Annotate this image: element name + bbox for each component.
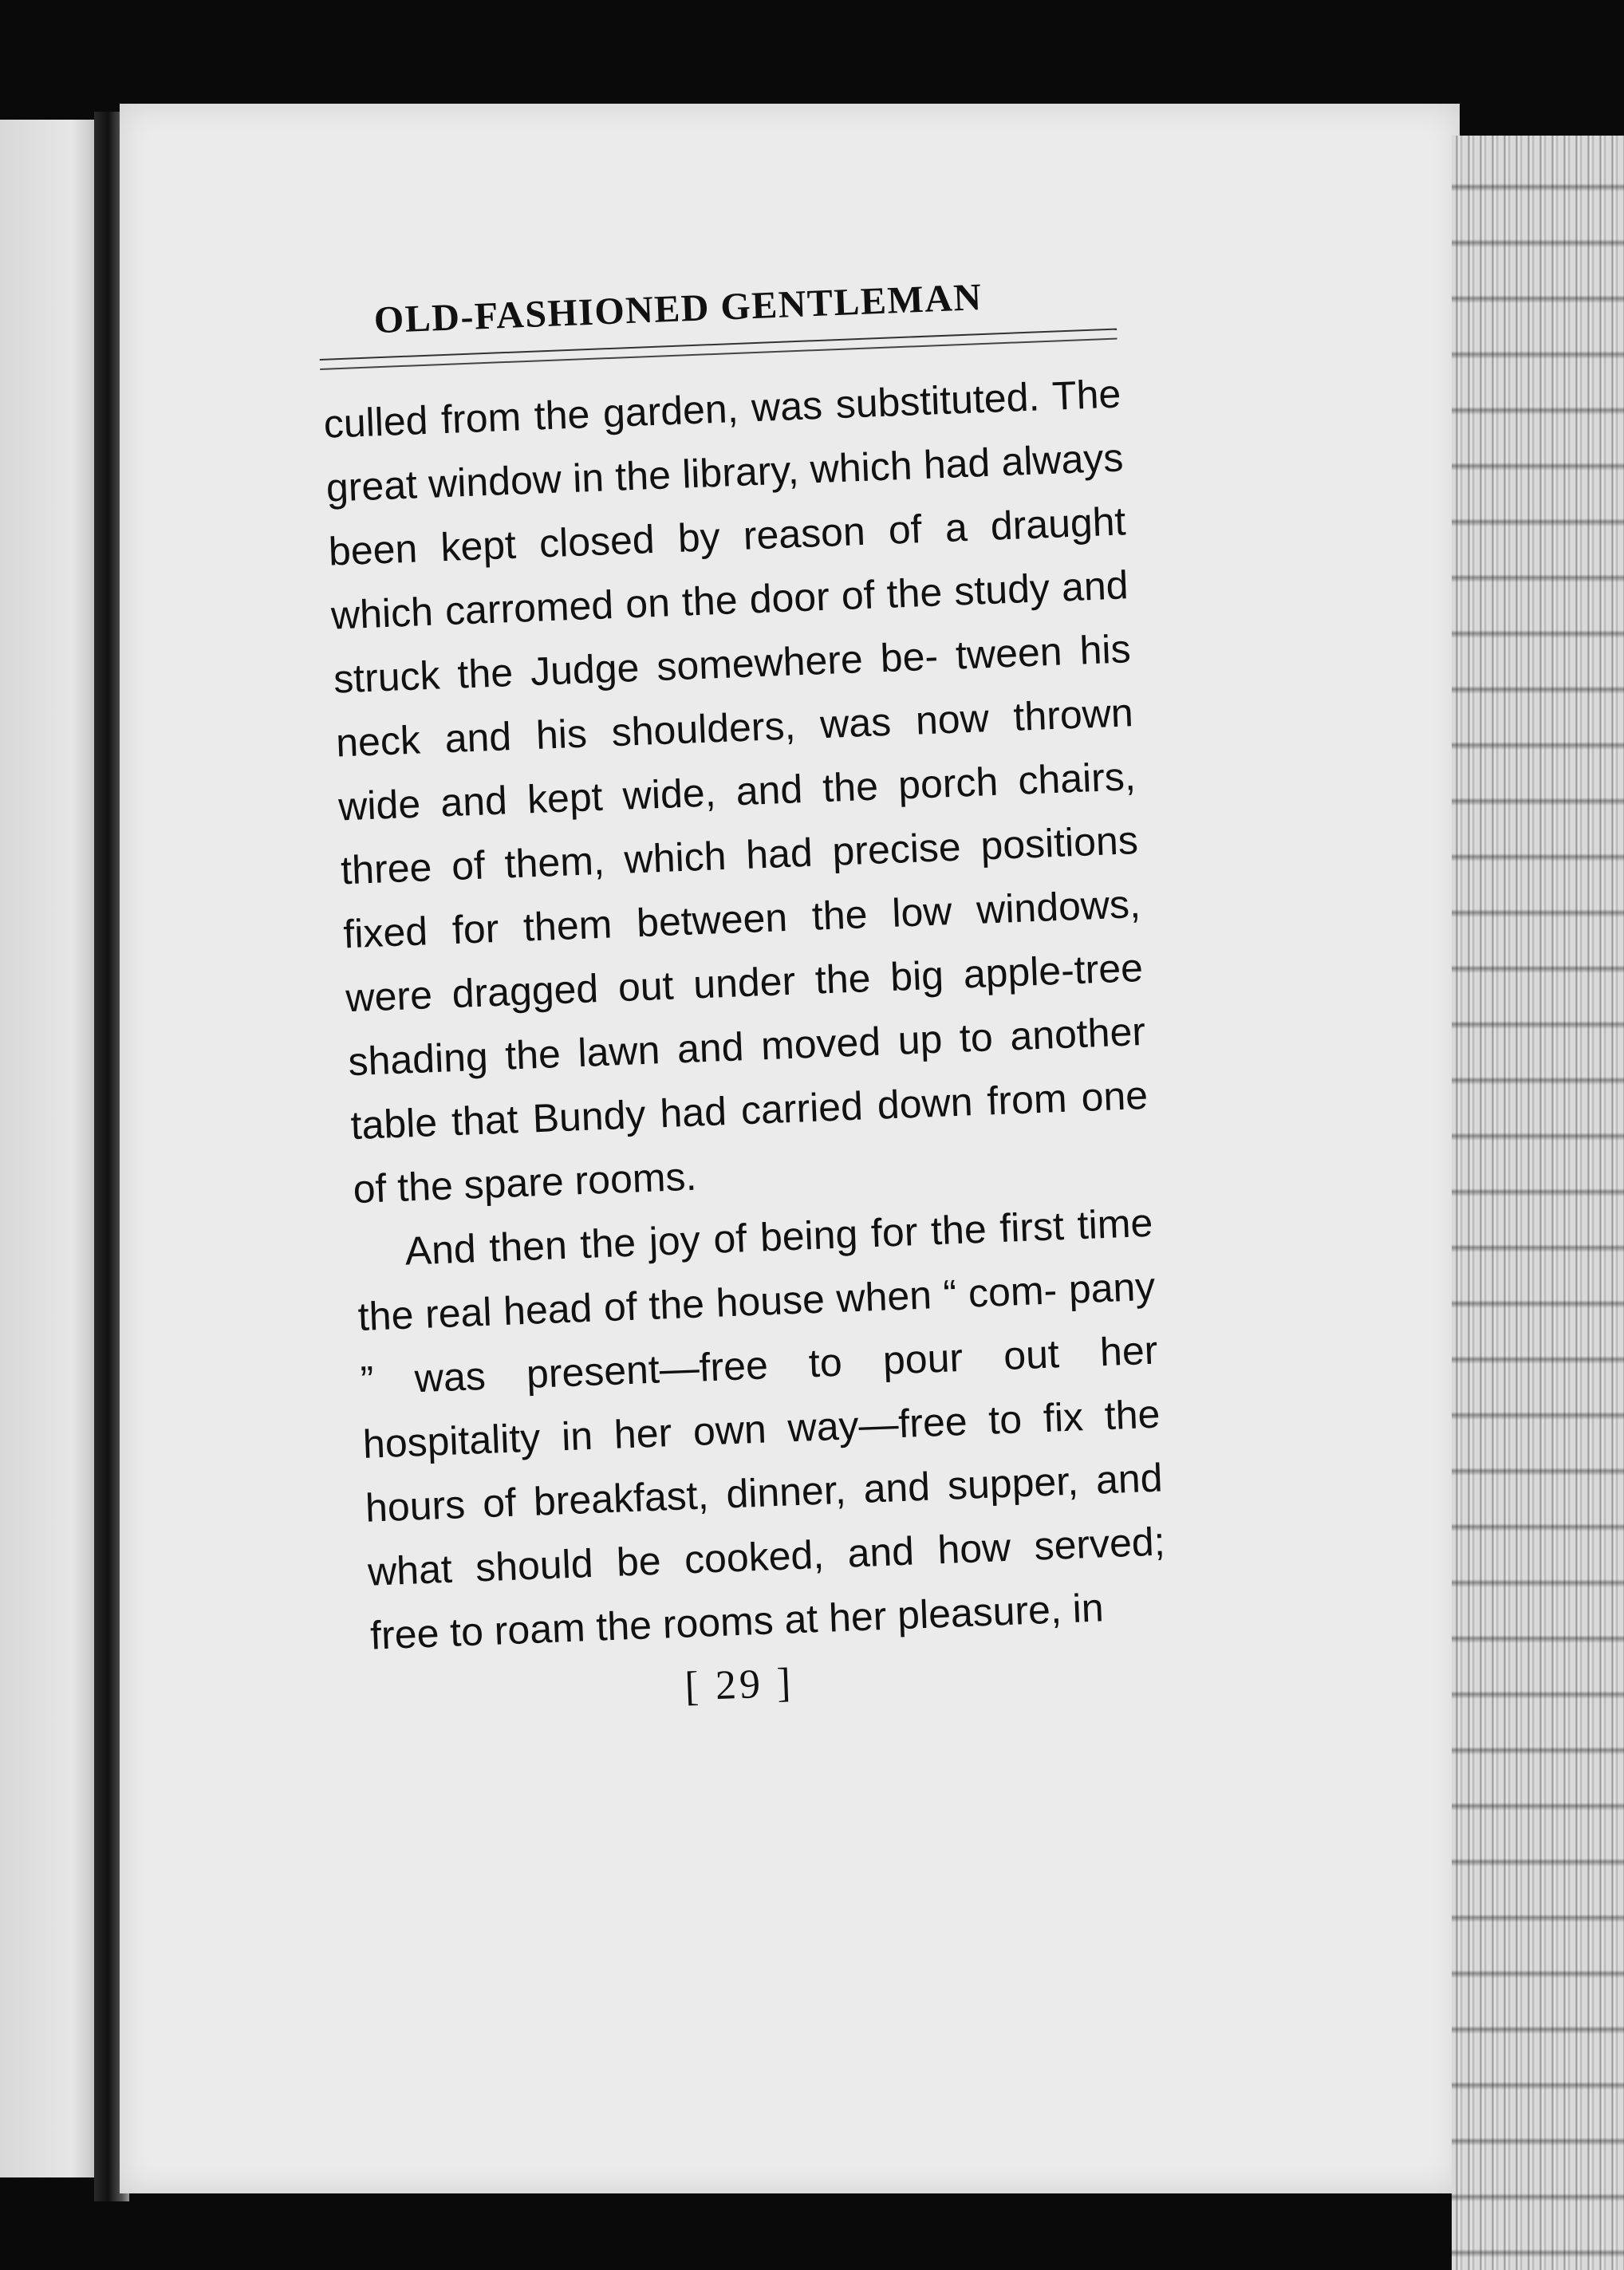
page-text-block [255,270,1187,1725]
facing-page-edge [0,120,102,2177]
paragraph-continued: culled from the garden, was substituted. The great window in the library, which had always been kept closed by reason of a draught which carromed on the door of the study and struck the Judge somewhere be- tween his neck and his shoulders, was now thrown wide and kept wide, and the porch chairs, three of them, which had precise positions fixed for them between the low windows, were dragged out under the big apple-tree shading the lawn and moved up to another table that Bundy had carried down from one of the spare rooms. [322,371,1149,1212]
page-number: [ 29 ] [684,1660,795,1710]
running-head: OLD-FASHIONED GENTLEMAN [372,276,983,342]
page-block-edges [1452,136,1624,2270]
paragraph: And then the joy of being for the first time the real head of the house when “ com- pany ” was present—free to pour out her hospitality in her own way—free to fix the hours of breakfast, dinner, and supper, and what should be cooked, and how served; free to roam the rooms at her pleasure, in [357,1200,1166,1658]
body-text [322,361,1169,1667]
